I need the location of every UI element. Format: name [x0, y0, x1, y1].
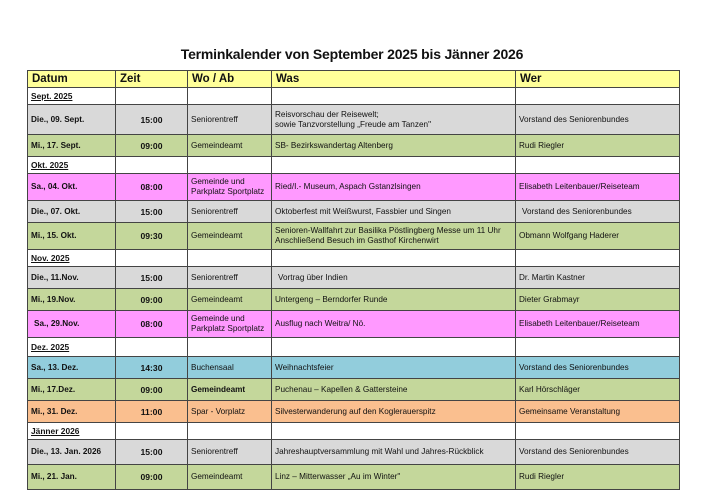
- table-row: [28, 440, 680, 465]
- table-row: [28, 401, 680, 423]
- cell-zeit: 14:30: [116, 357, 188, 379]
- cell-wo: Buchensaal: [188, 357, 272, 379]
- month-row: [28, 423, 680, 440]
- header-zeit: Zeit: [116, 71, 188, 88]
- cell-was: Untergeng – Berndorfer Runde: [272, 289, 516, 311]
- header-row: [28, 71, 680, 88]
- cell-datum: Die., 11.Nov.: [28, 267, 116, 289]
- cell-wo-line2: Parkplatz Sportplatz: [191, 324, 265, 333]
- cell-was: Weihnachtsfeier: [272, 357, 516, 379]
- cell-zeit: 09:00: [116, 465, 188, 490]
- cell-was: Jahreshauptversammlung mit Wahl und Jahres-Rückblick: [272, 440, 516, 465]
- cell-wo-line1: Gemeinde und: [191, 314, 245, 323]
- table-row: [28, 465, 680, 490]
- table-row: [28, 357, 680, 379]
- cell-wo: Gemeindeamt: [188, 379, 272, 401]
- cell-wer: Elisabeth Leitenbauer/Reiseteam: [516, 311, 680, 338]
- cell-zeit: 08:00: [116, 311, 188, 338]
- cell-zeit: 08:00: [116, 174, 188, 201]
- cell-was: Linz – Mitterwasser „Au im Winter": [272, 465, 516, 490]
- table-row: [28, 174, 680, 201]
- cell-was: Ried/I.- Museum, Aspach Gstanzlsingen: [272, 174, 516, 201]
- table-row: [28, 105, 680, 135]
- cell-zeit: 11:00: [116, 401, 188, 423]
- cell-zeit: 09:00: [116, 135, 188, 157]
- cell-datum: Mi., 21. Jan.: [28, 465, 116, 490]
- cell-wer: Karl Hörschläger: [516, 379, 680, 401]
- cell-datum: Sa., 04. Okt.: [28, 174, 116, 201]
- cell-zeit: 15:00: [116, 440, 188, 465]
- cell-wer: Dieter Grabmayr: [516, 289, 680, 311]
- table-row: [28, 267, 680, 289]
- month-row: [28, 88, 680, 105]
- cell-was-line1: Reisvorschau der Reisewelt;: [275, 109, 379, 119]
- cell-was: [272, 223, 516, 250]
- cell-was-line2: Anschließend Besuch im Gasthof Kirchenwirt: [275, 236, 439, 245]
- month-row: [28, 157, 680, 174]
- cell-datum: Die., 09. Sept.: [28, 105, 116, 135]
- cell-zeit: 15:00: [116, 201, 188, 223]
- header-datum: Datum: [28, 71, 116, 88]
- month-label: Dez. 2025: [28, 338, 116, 357]
- cell-wer: Dr. Martin Kastner: [516, 267, 680, 289]
- cell-datum: Die., 13. Jan. 2026: [28, 440, 116, 465]
- header-was: Was: [272, 71, 516, 88]
- cell-wer: Vorstand des Seniorenbundes: [516, 440, 680, 465]
- table-row: [28, 311, 680, 338]
- cell-was: Puchenau – Kapellen & Gattersteine: [272, 379, 516, 401]
- page-title: Terminkalender von September 2025 bis Jänner 2026: [180, 46, 524, 62]
- table-row: [28, 135, 680, 157]
- cell-datum: Mi., 17. Sept.: [28, 135, 116, 157]
- cell-wer: Elisabeth Leitenbauer/Reiseteam: [516, 174, 680, 201]
- cell-was: [272, 105, 516, 135]
- header-wer: Wer: [516, 71, 680, 88]
- cell-wer: Vorstand des Seniorenbundes: [516, 105, 680, 135]
- cell-datum: Mi., 15. Okt.: [28, 223, 116, 250]
- cell-zeit: 09:00: [116, 379, 188, 401]
- month-label: Jänner 2026: [28, 423, 116, 440]
- cell-was-line1: Senioren-Wallfahrt zur Basilika Pöstlingberg Messe um 11 Uhr: [275, 226, 501, 235]
- month-label: Okt. 2025: [28, 157, 116, 174]
- cell-wo: Gemeindeamt: [188, 465, 272, 490]
- cell-datum: Sa., 13. Dez.: [28, 357, 116, 379]
- month-row: [28, 338, 680, 357]
- cell-wer: Obmann Wolfgang Haderer: [516, 223, 680, 250]
- cell-wer: Vorstand des Seniorenbundes: [516, 201, 680, 223]
- cell-wer: Rudi Riegler: [516, 465, 680, 490]
- cell-datum: Mi., 19.Nov.: [28, 289, 116, 311]
- cell-was-line2: sowie Tanzvorstellung „Freude am Tanzen": [275, 119, 431, 129]
- cell-wo: [188, 311, 272, 338]
- table-row: [28, 379, 680, 401]
- cell-datum: Sa., 29.Nov.: [28, 311, 116, 338]
- cell-wo: Spar - Vorplatz: [188, 401, 272, 423]
- cell-was: Vortrag über Indien: [272, 267, 516, 289]
- cell-wo: Seniorentreff: [188, 201, 272, 223]
- cell-zeit: 15:00: [116, 105, 188, 135]
- cell-wo: Seniorentreff: [188, 267, 272, 289]
- cell-wo: Gemeindeamt: [188, 223, 272, 250]
- cell-wo: Gemeindeamt: [188, 135, 272, 157]
- cell-wo-line1: Gemeinde und: [191, 177, 245, 186]
- cell-wer: Vorstand des Seniorenbundes: [516, 357, 680, 379]
- month-label: Sept. 2025: [28, 88, 116, 105]
- month-row: [28, 250, 680, 267]
- cell-wo-line2: Parkplatz Sportplatz: [191, 187, 265, 196]
- cell-wo: Seniorentreff: [188, 440, 272, 465]
- cell-was: Silvesterwanderung auf den Koglerauerspitz: [272, 401, 516, 423]
- header-wo: Wo / Ab: [188, 71, 272, 88]
- cell-wo: Gemeindeamt: [188, 289, 272, 311]
- month-label: Nov. 2025: [28, 250, 116, 267]
- cell-wer: Gemeinsame Veranstaltung: [516, 401, 680, 423]
- cell-zeit: 15:00: [116, 267, 188, 289]
- table-row: [28, 289, 680, 311]
- cell-zeit: 09:30: [116, 223, 188, 250]
- event-calendar-table: [27, 70, 680, 490]
- table-row: [28, 223, 680, 250]
- cell-datum: Mi., 31. Dez.: [28, 401, 116, 423]
- cell-was: SB- Bezirkswandertag Altenberg: [272, 135, 516, 157]
- cell-wer: Rudi Riegler: [516, 135, 680, 157]
- cell-datum: Die., 07. Okt.: [28, 201, 116, 223]
- cell-zeit: 09:00: [116, 289, 188, 311]
- table-row: [28, 201, 680, 223]
- cell-datum: Mi., 17.Dez.: [28, 379, 116, 401]
- cell-wo: Seniorentreff: [188, 105, 272, 135]
- cell-was: Oktoberfest mit Weißwurst, Fassbier und Singen: [272, 201, 516, 223]
- cell-was: Ausflug nach Weitra/ Nö.: [272, 311, 516, 338]
- cell-wo: [188, 174, 272, 201]
